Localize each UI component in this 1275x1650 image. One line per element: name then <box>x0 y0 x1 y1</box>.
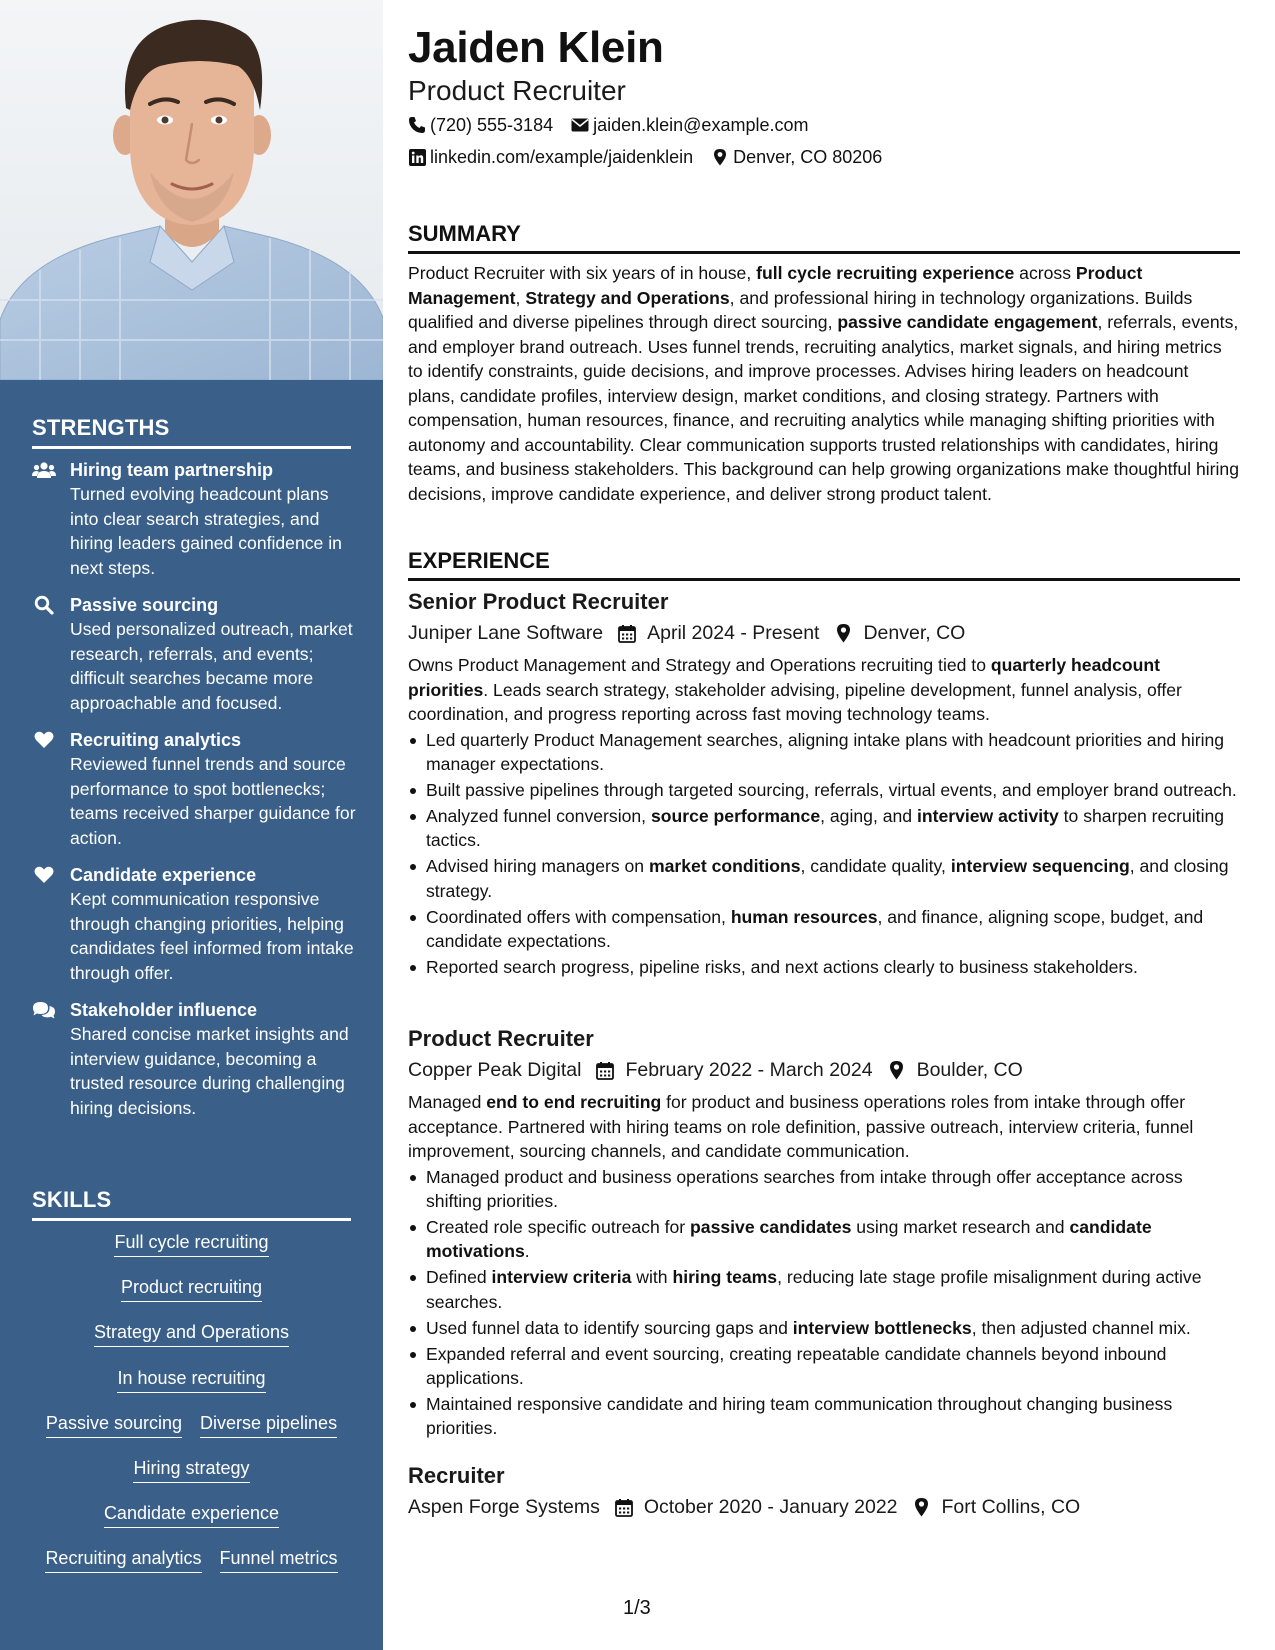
skill-row <box>32 1230 351 1275</box>
text-run: , reducing late stage profile misalignment during active searches. <box>426 1267 1202 1312</box>
skill-tag: Strategy and Operations <box>94 1320 289 1347</box>
skill-tag: Funnel metrics <box>220 1546 338 1573</box>
text-run: , and finance, aligning scope, budget, and candidate expectations. <box>426 906 1204 952</box>
job-description <box>408 1090 1240 1164</box>
bullet-item <box>408 1215 1240 1264</box>
text-run: , and professional hiring in technology organizations. Builds qualified and diverse pipelines through direct sourcing, <box>408 287 1193 332</box>
emphasis-text: source performance <box>650 805 821 826</box>
map-pin-icon <box>833 623 853 643</box>
job-entry <box>408 587 1240 981</box>
text-run: Managed <box>408 1092 487 1112</box>
emphasis-text: human resources <box>730 906 878 927</box>
strengths-title: STRENGTHS <box>32 416 351 449</box>
bullet-item <box>408 854 1240 903</box>
job-dates: October 2020 - January 2022 <box>643 1496 898 1518</box>
bullet-item <box>408 804 1240 853</box>
job-meta <box>408 1055 1240 1085</box>
skill-row <box>32 1366 351 1411</box>
person-photo-illustration <box>0 0 383 380</box>
users-icon <box>32 460 56 480</box>
text-run: . <box>524 1241 530 1262</box>
bullet-item <box>408 1392 1240 1441</box>
emphasis-text: quarterly headcount priorities <box>408 655 1161 700</box>
map-pin-icon <box>887 1060 907 1080</box>
emphasis-text: passive candidates <box>690 1216 852 1237</box>
skill-tag: Candidate experience <box>104 1501 279 1528</box>
search-icon <box>32 595 56 615</box>
text-run: Managed product and business operations searches from intake through offer acceptance across shifting priorities. <box>426 1166 1183 1211</box>
text-run: to sharpen recruiting tactics. <box>426 805 1225 851</box>
calendar-icon <box>614 1497 634 1517</box>
email-contact[interactable] <box>571 113 808 137</box>
job-location: Denver, CO <box>863 622 966 644</box>
experience-title: EXPERIENCE <box>408 548 1240 581</box>
strength-item <box>32 728 357 850</box>
skill-tag: Hiring strategy <box>133 1456 249 1483</box>
envelope-icon <box>571 116 589 134</box>
text-run: , candidate quality, <box>800 856 951 877</box>
summary-title: SUMMARY <box>408 221 1240 254</box>
heart-icon <box>32 865 56 885</box>
job-company: Aspen Forge Systems <box>408 1496 600 1518</box>
skill-tag: Full cycle recruiting <box>114 1230 268 1257</box>
skill-tag: In house recruiting <box>117 1366 265 1393</box>
phone-contact[interactable] <box>408 113 553 137</box>
job-dates: February 2022 - March 2024 <box>625 1059 873 1081</box>
page-number: 1/3 <box>623 1597 651 1619</box>
job-meta <box>408 1492 1240 1522</box>
text-run: Owns Product Management and Strategy and Operations recruiting tied to <box>408 655 991 675</box>
text-run: , and closing strategy. <box>426 856 1229 901</box>
comments-icon <box>32 1000 56 1020</box>
text-run: Defined <box>426 1267 492 1288</box>
location-contact <box>711 145 882 169</box>
bullet-item <box>408 1265 1240 1314</box>
emphasis-text: candidate motivations <box>426 1216 1152 1262</box>
calendar-icon <box>617 623 637 643</box>
text-run: using market research and <box>851 1216 1070 1237</box>
skill-row <box>32 1456 351 1501</box>
skill-row <box>32 1501 351 1546</box>
text-run: Used funnel data to identify sourcing gaps and <box>426 1317 793 1338</box>
text-run: , <box>515 287 526 308</box>
calendar-icon <box>595 1060 615 1080</box>
job-description <box>408 653 1240 727</box>
strength-description: Reviewed funnel trends and source performance to spot bottlenecks; teams received sharper guidance for action. <box>70 754 356 848</box>
strength-item <box>32 458 357 580</box>
text-run: . Leads search strategy, stakeholder advising, pipeline development, funnel analysis, offer coordination, and progress reporting across fast moving technology teams. <box>408 679 1182 724</box>
emphasis-text: full cycle recruiting experience <box>756 263 1015 283</box>
summary-text <box>408 261 1240 506</box>
job-title: Senior Product Recruiter <box>408 589 669 614</box>
profile-photo <box>0 0 383 380</box>
text-run: with <box>631 1267 673 1288</box>
skill-row <box>32 1546 351 1591</box>
text-run: for product and business operations roles from intake through offer acceptance. Partnered with hiring teams on role definition, passive outreach, interview criteria, funnel improvement, sourcing channels, and candidate communication. <box>408 1092 1194 1161</box>
emphasis-text: interview sequencing <box>950 856 1130 877</box>
candidate-name: Jaiden Klein <box>408 23 664 72</box>
email-text: jaiden.klein@example.com <box>593 115 809 135</box>
skills-list <box>32 1230 351 1592</box>
job-bullets <box>408 1165 1240 1441</box>
text-run: Led quarterly Product Management searches, aligning intake plans with headcount priorities and hiring manager expectations. <box>426 729 1225 774</box>
linkedin-icon <box>408 148 426 166</box>
bullet-item <box>408 905 1240 954</box>
job-meta <box>408 618 1240 648</box>
text-run: Built passive pipelines through targeted sourcing, referrals, virtual events, and employer brand outreach. <box>426 779 1237 800</box>
job-dates: April 2024 - Present <box>647 622 820 644</box>
job-entry <box>408 1024 1240 1442</box>
emphasis-text: Strategy and Operations <box>525 287 730 308</box>
emphasis-text: interview bottlenecks <box>792 1317 972 1338</box>
bullet-item <box>408 1316 1240 1341</box>
bullet-item <box>408 728 1240 777</box>
strength-description: Used personalized outreach, market research, referrals, and events; difficult searches became more approachable and focused. <box>70 619 353 713</box>
map-pin-icon <box>912 1497 932 1517</box>
text-run: , then adjusted channel mix. <box>971 1317 1191 1338</box>
strength-title: Passive sourcing <box>70 595 219 615</box>
emphasis-text: passive candidate engagement <box>837 312 1098 332</box>
job-bullets <box>408 728 1240 980</box>
job-entry <box>408 1461 1240 1522</box>
strengths-list <box>32 458 357 1133</box>
emphasis-text: hiring teams <box>672 1267 778 1288</box>
linkedin-contact[interactable] <box>408 145 693 169</box>
bullet-item <box>408 1342 1240 1391</box>
strength-title: Stakeholder influence <box>70 1000 258 1020</box>
linkedin-text: linkedin.com/example/jaidenklein <box>430 147 694 167</box>
job-company: Juniper Lane Software <box>408 622 604 644</box>
text-run: Expanded referral and event sourcing, creating repeatable candidate channels beyond inbound applications. <box>426 1343 1167 1389</box>
job-location: Boulder, CO <box>916 1059 1023 1081</box>
strength-title: Candidate experience <box>70 865 257 885</box>
text-run: Reported search progress, pipeline risks, and next actions clearly to business stakeholders. <box>426 956 1138 977</box>
phone-icon <box>408 116 426 134</box>
skill-tag: Recruiting analytics <box>45 1546 201 1573</box>
bullet-item <box>408 1165 1240 1214</box>
strength-description: Turned evolving headcount plans into clear search strategies, and hiring leaders gained confidence in next steps. <box>70 484 342 578</box>
candidate-role: Product Recruiter <box>408 75 626 106</box>
contact-row <box>408 113 808 137</box>
phone-text: (720) 555-3184 <box>430 115 554 135</box>
text-run: across <box>1014 263 1076 283</box>
strength-description: Shared concise market insights and interview guidance, becoming a trusted resource during challenging hiring decisions. <box>70 1024 349 1118</box>
skill-tag: Diverse pipelines <box>200 1411 337 1438</box>
job-title: Product Recruiter <box>408 1026 594 1051</box>
location-text: Denver, CO 80206 <box>733 147 883 167</box>
emphasis-text: Product Management <box>408 263 1143 308</box>
strength-item <box>32 863 357 985</box>
strength-description: Kept communication responsive through changing priorities, helping candidates feel informed from intake through offer. <box>70 889 354 983</box>
emphasis-text: interview activity <box>916 805 1059 826</box>
bullet-item <box>408 955 1240 980</box>
text-run: Advised hiring managers on <box>426 856 649 877</box>
bullet-item <box>408 778 1240 803</box>
skill-row <box>32 1411 351 1456</box>
sidebar <box>0 0 383 1650</box>
skill-tag: Passive sourcing <box>46 1411 182 1438</box>
map-pin-icon <box>711 148 729 166</box>
text-run: Coordinated offers with compensation, <box>426 906 731 927</box>
emphasis-text: interview criteria <box>491 1267 632 1288</box>
skill-tag: Product recruiting <box>121 1275 262 1302</box>
strength-item <box>32 593 357 715</box>
text-run: Created role specific outreach for <box>426 1216 691 1237</box>
text-run: Analyzed funnel conversion, <box>426 805 651 826</box>
skill-row <box>32 1275 351 1320</box>
text-run: Product Recruiter with six years of in house, <box>408 263 757 283</box>
text-run: Maintained responsive candidate and hiring team communication throughout changing business priorities. <box>426 1393 1173 1439</box>
job-company: Copper Peak Digital <box>408 1059 582 1081</box>
text-run: , aging, and <box>820 805 917 826</box>
strength-title: Hiring team partnership <box>70 460 274 480</box>
contact-row <box>408 145 882 169</box>
emphasis-text: market conditions <box>648 856 801 877</box>
strength-title: Recruiting analytics <box>70 730 242 750</box>
skills-title: SKILLS <box>32 1188 351 1221</box>
skill-row <box>32 1320 351 1365</box>
strength-item <box>32 998 357 1120</box>
job-title: Recruiter <box>408 1463 505 1488</box>
job-location: Fort Collins, CO <box>941 1496 1081 1518</box>
heart-icon <box>32 730 56 750</box>
text-run: , referrals, events, and employer brand outreach. Uses funnel trends, recruiting analytics, market signals, and hiring metrics to identify constraints, guide decisions, and improve processes. Advises hiring leaders on headcount plans, candidate profiles, interview design, market conditions, and closing strategy. Partners with compensation, human resources, finance, and recruiting analytics while managing shifting priorities with autonomy and accountability. Clear communication supports trusted relationships with candidates, hiring teams, and business stakeholders. This background can help growing organizations make thoughtful hiring decisions, improve candidate experience, and deliver strong product talent. <box>408 312 1239 504</box>
emphasis-text: end to end recruiting <box>486 1092 662 1112</box>
